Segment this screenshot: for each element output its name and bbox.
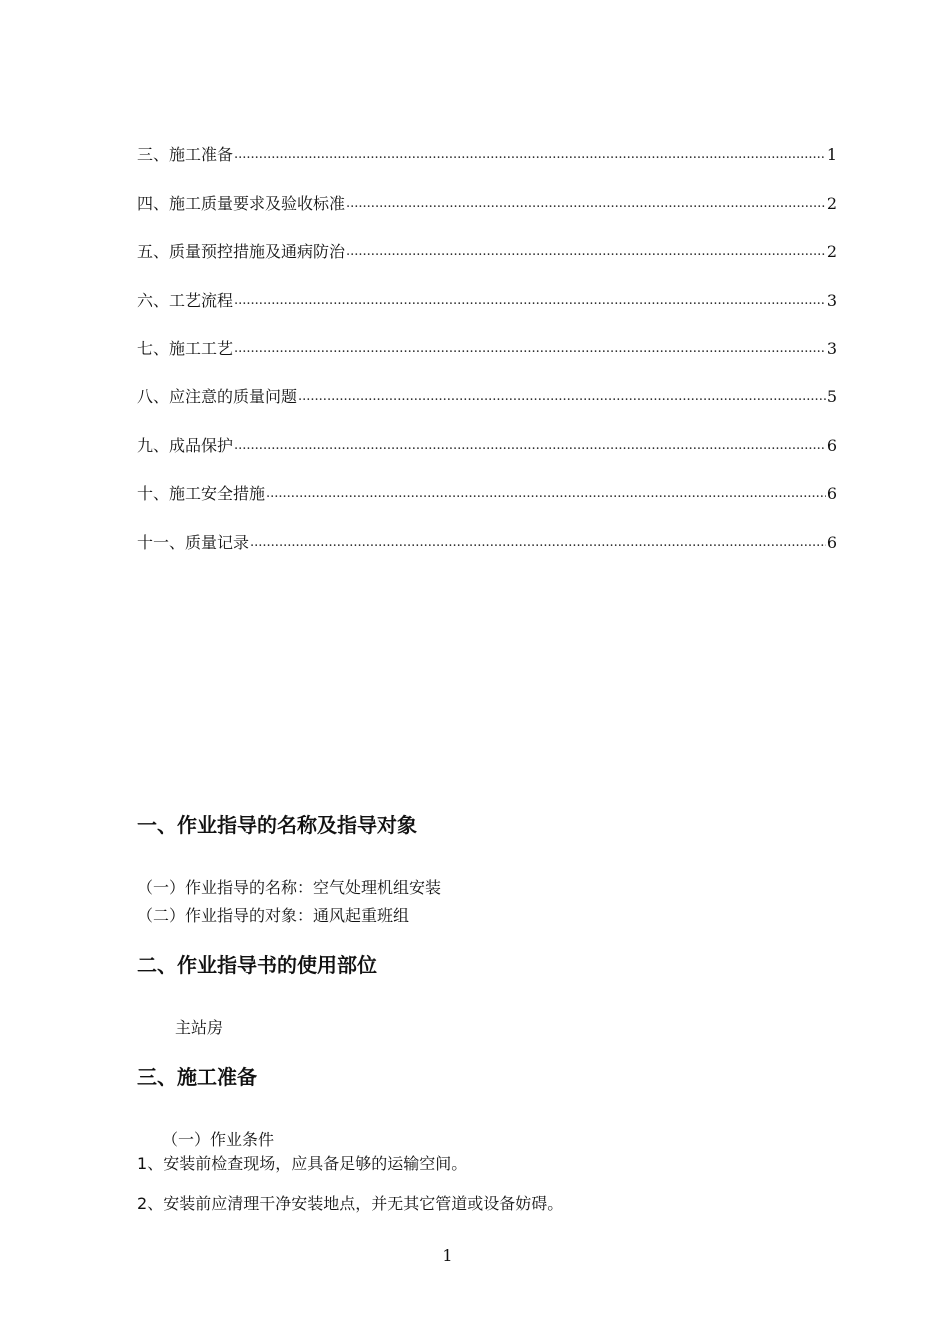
toc-title: 六、工艺流程 (137, 290, 234, 310)
paragraph (137, 1191, 563, 1214)
paragraph (137, 1151, 467, 1174)
paragraph: （一）作业指导的名称：空气处理机组安装 (137, 878, 442, 897)
paragraph-number: 1 (137, 1154, 148, 1173)
toc-leader (234, 145, 826, 165)
toc-title: 十、施工安全措施 (137, 484, 266, 504)
toc-entry[interactable] (137, 359, 837, 407)
toc-leader (346, 194, 826, 214)
paragraph: （二）作业指导的对象：通风起重班组 (137, 906, 410, 925)
paragraph-text: 、安装前检查现场，应具备足够的运输空间。 (147, 1154, 468, 1173)
paragraph: 主站房 (175, 1018, 224, 1037)
section-heading: 二、作业指导书的使用部位 (137, 953, 377, 977)
toc-page: 3 (826, 338, 837, 358)
toc-entry[interactable] (137, 504, 837, 552)
section-heading: 三、施工准备 (137, 1065, 257, 1089)
toc-entry[interactable] (137, 456, 837, 504)
toc-page: 2 (826, 193, 837, 213)
toc-title: 九、成品保护 (137, 435, 234, 455)
toc-leader (234, 291, 826, 311)
toc-page: 5 (826, 387, 837, 407)
toc-page: 2 (826, 242, 837, 262)
toc-title: 八、应注意的质量问题 (137, 387, 298, 407)
subheading: （一）作业条件 (162, 1130, 275, 1149)
toc-title: 七、施工工艺 (137, 338, 234, 358)
toc-entry[interactable] (137, 214, 837, 262)
toc-leader (234, 436, 826, 456)
toc-leader (250, 533, 826, 553)
toc-title: 五、质量预控措施及通病防治 (137, 242, 346, 262)
toc-leader (266, 484, 826, 504)
toc-entry[interactable] (137, 165, 837, 213)
page-number: 1 (442, 1246, 453, 1265)
paragraph-number: 2 (137, 1194, 148, 1213)
toc-leader (298, 387, 826, 407)
toc-page: 1 (826, 145, 837, 165)
toc-page: 6 (826, 435, 837, 455)
toc-title: 十一、质量记录 (137, 532, 250, 552)
toc-title: 三、施工准备 (137, 145, 234, 165)
toc-page: 3 (826, 290, 837, 310)
toc-title: 四、施工质量要求及验收标准 (137, 193, 346, 213)
toc-entry[interactable] (137, 407, 837, 455)
toc-entry[interactable] (137, 117, 837, 165)
toc-leader (234, 339, 826, 359)
toc-page: 6 (826, 532, 837, 552)
toc-entry[interactable] (137, 311, 837, 359)
toc-page: 6 (826, 484, 837, 504)
toc-leader (346, 242, 826, 262)
toc-entry[interactable] (137, 262, 837, 310)
section-heading: 一、作业指导的名称及指导对象 (137, 813, 417, 837)
table-of-contents (137, 117, 837, 553)
paragraph-text: 、安装前应清理干净安装地点，并无其它管道或设备妨碍。 (147, 1194, 564, 1213)
